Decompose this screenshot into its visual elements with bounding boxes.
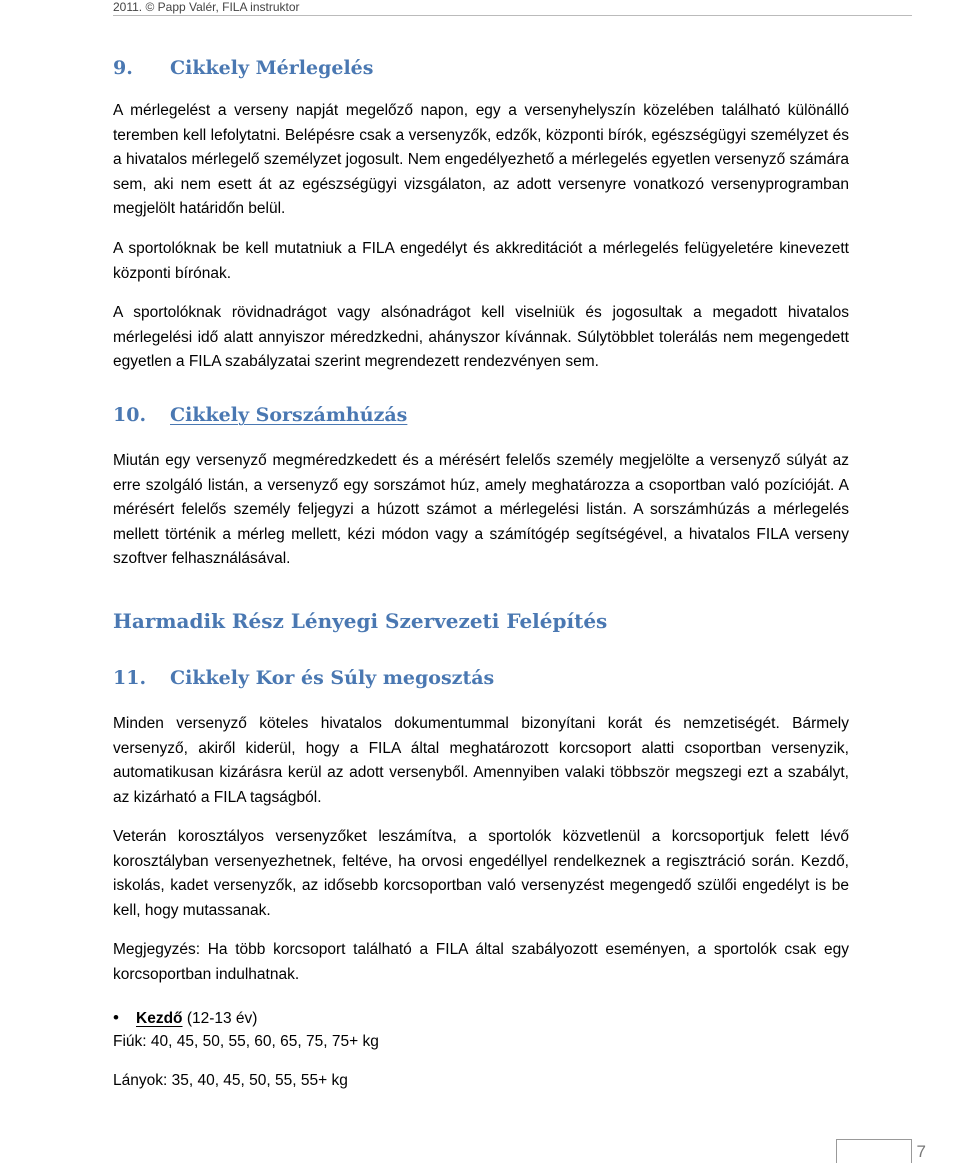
section-9-heading xyxy=(113,57,373,79)
part-3-heading: Harmadik Rész Lényegi Szervezeti Felépítés xyxy=(113,609,608,633)
paragraph-weighing-3: A sportolóknak rövidnadrágot vagy alsónadrágot kell viselniük és jogosultak a megadott hivatalos mérlegelési idő alatt annyiszor méredzkedni, ahányszor kívánnak. Súlytöbblet tolerálás nem megengedett egyetlen a FILA szabályzatai szerint megrendezett rendezvényen sem. xyxy=(113,304,849,370)
boys-weights: Fiúk: 40, 45, 50, 55, 60, 65, 75, 75+ kg xyxy=(113,1033,379,1050)
list-item xyxy=(113,1006,257,1031)
girls-weights: Lányok: 35, 40, 45, 50, 55, 55+ kg xyxy=(113,1072,348,1089)
section-title: Cikkely Mérlegelés xyxy=(170,57,374,79)
paragraph-weighing-2: A sportolóknak be kell mutatniuk a FILA engedélyt és akkreditációt a mérlegelés felügyeletére kinevezett központi bírónak. xyxy=(113,240,849,282)
section-10-heading xyxy=(113,404,407,426)
section-title: Cikkely Sorszámhúzás xyxy=(170,404,408,426)
header-divider xyxy=(113,15,912,16)
paragraph-age-1: Minden versenyző köteles hivatalos dokumentummal bizonyítani korát és nemzetiségét. Bármely versenyző, akiről kiderül, hogy a FILA által meghatározott korcsoport alatti csoportban versenyzik, automatikusan kizárásra kerül az adott versenyből. Amennyiben valaki többször megszegi ezt a szabályt, az kizárható a FILA tagságból. xyxy=(113,715,849,806)
section-title: Cikkely Kor és Súly megosztás xyxy=(170,667,495,689)
section-11-heading xyxy=(113,667,494,689)
paragraph-note: Megjegyzés: Ha több korcsoport található a FILA által szabályozott eseményen, a sportolók csak egy korcsoportban indulhatnak. xyxy=(113,941,849,983)
paragraph-draw: Miután egy versenyző megméredzkedett és a mérésért felelős személy megjelölte a versenyző súlyát az erre szolgáló listán, a versenyző egy sorszámot húz, amely meghatározza a csoportban való pozícióját. A mérésért felelős személy feljegyzi a húzott számot a mérlegelési listán. A sorszámhúzás a mérlegelés mellett történik a mérleg mellett, kézi módon vagy a számítógép segítségével, a hivatalos FILA verseny szoftver felhasználásával. xyxy=(113,452,849,567)
page-header: 2011. © Papp Valér, FILA instruktor xyxy=(113,0,300,14)
bullet-icon: • xyxy=(113,1008,119,1027)
category-range: (12-13 év) xyxy=(186,1010,258,1027)
section-number: 9. xyxy=(113,57,133,79)
category-label: Kezdő xyxy=(136,1010,183,1027)
page-number: 7 xyxy=(916,1142,926,1161)
paragraph-weighing-1: A mérlegelést a verseny napját megelőző napon, egy a versenyhelyszín közelében található különálló teremben kell lefolytatni. Belépésre csak a versenyzők, edzők, központi bírók, egészségügyi személyzet és a hivatalos mérlegelő személyzet jogosult. Nem engedélyezhető a mérlegelés egyetlen versenyző számára sem, aki nem esett át az egészségügyi vizsgálaton, az adott versenyre vonatkozó versenyprogramban megjelölt határidőn belül. xyxy=(113,102,849,217)
section-number: 11. xyxy=(113,667,147,689)
section-number: 10. xyxy=(113,404,147,426)
page-number-box xyxy=(836,1139,912,1163)
paragraph-age-2: Veterán korosztályos versenyzőket leszámítva, a sportolók közvetlenül a korcsoportjuk felett lévő korosztályban versenyezhetnek, feltéve, ha orvosi engedéllyel rendelkeznek a regisztráció során. Kezdő, iskolás, kadet versenyzők, az idősebb korcsoportban való versenyzést megengedő szülői engedélyt is be kell, hogy mutassanak. xyxy=(113,828,849,919)
